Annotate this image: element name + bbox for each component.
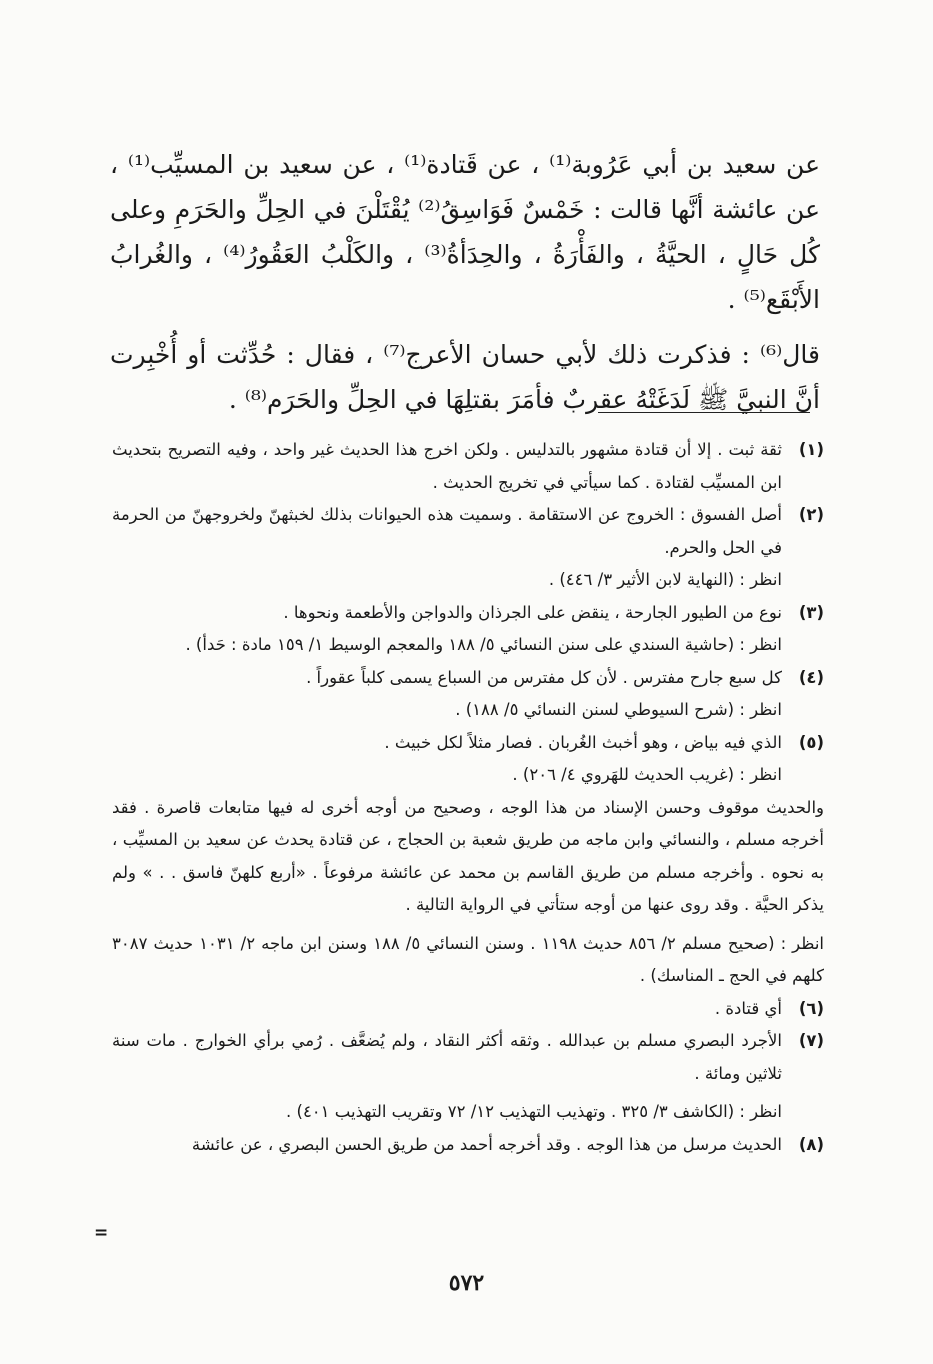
footnote-number: (٥) xyxy=(798,732,824,752)
footnote xyxy=(112,597,824,662)
hadith-grading: والحديث موقوف وحسن الإسناد من هذا الوجه ، وصحيح من أوجه أخرى له فيها متابعات قاصرة . فقد أخرجه مسلم ، والنسائي وابن ماجه من طريق شعبة بن الحجاج ، عن قتادة يحدث عن سعيد بن المسيِّب ، به نحوه . وأخرجه مسلم من طريق القاسم بن محمد عن عائشة مرفوعاً . «أربع كلهنّ فاسق . . » ولم يذكر الحيَّة . وقد روى عنها من أوجه ستأتي في الرواية التالية . xyxy=(112,797,824,914)
footnote-text: نوع من الطيور الجارحة ، ينقض على الجرذان والدواجن والأطعمة ونحوها . xyxy=(283,602,782,622)
footnote-number: (٢) xyxy=(798,505,824,524)
main-paragraph-2: قال⁽⁶⁾ : فذكرت ذلك لأبي حسان الأعرج⁽⁷⁾ ، فقال : حُدِّثت أو أُخْبِرت أنَّ النبيَّ ﷺ لَدَغَتْهُ عقربٌ فأمَرَ بقتلِهَا في الحِلِّ والحَرَم⁽⁸⁾ . xyxy=(110,340,820,414)
footnote-reference: انظر : (الكاشف ٣/ ٣٢٥ . وتهذيب التهذيب ١٢/ ٧٢ وتقريب التهذيب ٤٠١) . xyxy=(286,1102,782,1121)
footnote-number: (٨) xyxy=(798,1134,824,1154)
footnote-text: الأجرد البصري مسلم بن عبدالله . وثقه أكثر النقاد ، ولم يُضعَّف . رُمي برأي الخوارج . مات سنة ثلاثين ومائة . xyxy=(112,1031,782,1083)
footnote xyxy=(112,1025,824,1129)
footnote-number: (١) xyxy=(798,440,824,459)
footnote-reference: انظر : (حاشية السندي على سنن النسائي ٥/ ١٨٨ والمعجم الوسيط ١/ ١٥٩ مادة : حَدأ) . xyxy=(185,635,782,654)
footnote xyxy=(112,993,824,1026)
footnote-text: ثقة ثبت . إلا أن قتادة مشهور بالتدليس . ولكن اخرج هذا الحديث غير واحد ، وفيه التصريح بتحديث ابن المسيِّب لقتادة . كما سيأتي في تخريج الحديث . xyxy=(112,440,782,492)
footnote-text: الحديث مرسل من هذا الوجه . وقد أخرجه أحمد من طريق الحسن البصري ، عن عائشة xyxy=(191,1134,782,1154)
footnote-separator xyxy=(598,412,810,413)
continuation-mark: = xyxy=(94,1223,109,1243)
main-text xyxy=(110,142,820,422)
footnote-reference: انظر : (شرح السيوطي لسنن النسائي ٥/ ١٨٨) . xyxy=(455,700,782,719)
footnote-number: (٦) xyxy=(798,998,824,1018)
main-paragraph-1: عن سعيد بن أبي عَرُوبة⁽¹⁾ ، عن قَتادة⁽¹⁾ ، عن سعيد بن المسيِّب⁽¹⁾ ، عن عائشة أنَّها قالت : خَمْسٌ فَوَاسِقُ⁽²⁾ يُقْتَلْنَ في الحِلِّ والحَرَمِ وعلى كُل حَالٍ ، الحيَّةُ ، والفَأْرَةُ ، والحِدَأةُ⁽³⁾ ، والكَلْبُ العَقُورُ⁽⁴⁾ ، والغُرابُ الأَبْقَع⁽⁵⁾ . xyxy=(110,150,821,314)
footnotes xyxy=(112,434,824,1161)
footnote-number: (٧) xyxy=(798,1031,824,1050)
page-number: ٥٧٢ xyxy=(448,1270,485,1296)
footnote-reference: انظر : (النهاية لابن الأثير ٣/ ٤٤٦) . xyxy=(548,570,782,589)
footnote-text: أصل الفسوق : الخروج عن الاستقامة . وسميت هذه الحيوانات بذلك لخبثهنّ ولخروجهنّ من الحرمة في الحل والحرم. xyxy=(112,505,782,557)
footnote xyxy=(112,727,824,792)
hadith-grading-reference: انظر : (صحيح مسلم ٢/ ٨٥٦ حديث ١١٩٨ . وسنن النسائي ٥/ ١٨٨ وسنن ابن ماجه ٢/ ١٠٣١ حديث ٣٠٨٧ كلهم في الحج ـ المناسك) . xyxy=(112,933,824,985)
footnote-text: كل سبع جارح مفترس . لأن كل مفترس من السباع يسمى كلباً عقوراً . xyxy=(306,667,782,687)
footnote-text: الذي فيه بياض ، وهو أخبث الغُربان . فصار مثلاً لكل خبيث . xyxy=(384,732,782,752)
footnote-text: أي قتادة . xyxy=(714,998,782,1018)
footnote xyxy=(112,499,824,597)
footnote-reference: انظر : (غريب الحديث للهَروي ٤/ ٢٠٦) . xyxy=(512,765,782,784)
footnote xyxy=(112,434,824,499)
footnote xyxy=(112,662,824,727)
footnote xyxy=(112,1129,824,1162)
footnote-number: (٤) xyxy=(798,667,824,687)
footnote-number: (٣) xyxy=(798,602,824,622)
